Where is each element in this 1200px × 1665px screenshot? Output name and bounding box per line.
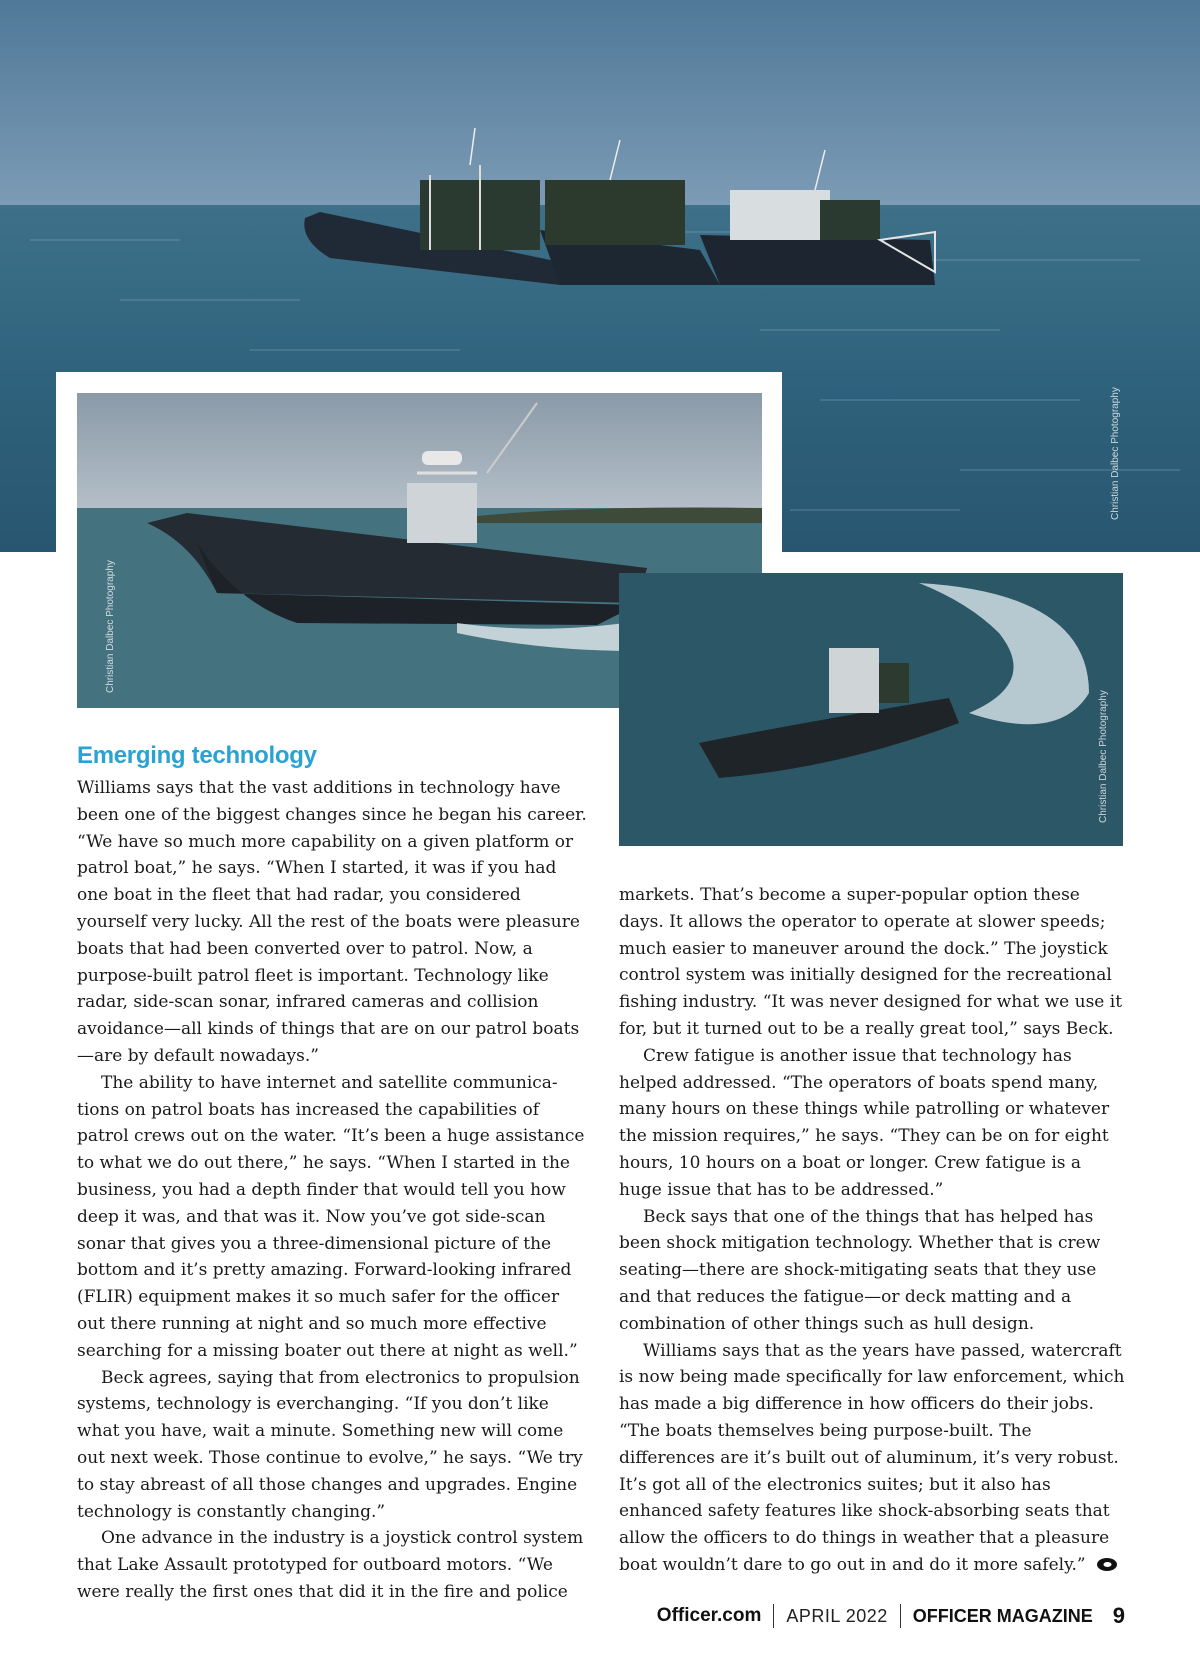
footer-divider xyxy=(773,1604,774,1628)
page-number: 9 xyxy=(1112,1603,1125,1628)
article-column-right xyxy=(619,882,1129,1579)
footer-magazine: OFFICER MAGAZINE xyxy=(912,1605,1093,1626)
article-column-left xyxy=(77,775,587,1606)
paragraph: Beck agrees, saying that from electronics to propulsion systems, technology is everchanging. “If you don’t like what you have, wait a minute. Something new will come out next week. Those continue to evolve,” he says. “We try to stay abreast of all those changes and upgrades. Engine technology is constantly changing.” xyxy=(77,1367,583,1522)
middle-right-photo-image xyxy=(619,573,1123,846)
paragraph: The ability to have internet and satellite communications on patrol boats has increased the capabilities of patrol crews out on the water. “It’s been a huge assistance to what we do out there,” he says. “When I started in the business, you had a depth finder that would tell you how deep it was, and that was it. Now you’ve got side-scan sonar that gives you a three-dimensional picture of the bottom and it’s pretty amazing. Forward-looking infrared (FLIR) equipment makes it so much safer for the officer out there running at night and so much more effective searching for a missing boater out there at night as well.” xyxy=(77,1072,585,1361)
paragraph: One advance in the industry is a joystick control system that Lake Assault prototyped for outboard motors. “We were really the first ones that did it in the fire and police xyxy=(77,1528,584,1602)
photo-credit-top: Christian Dalbec Photography xyxy=(1110,387,1121,520)
paragraph: Williams says that the vast additions in technology have been one of the biggest changes since he began his career. “We have so much more capability on a given platform or patrol boat,” he says. “When I started, it was if you had one boat in the fleet that had radar, you considered yourself very lucky. All the rest of the boats were pleasure boats that had been converted over to patrol. Now, a purpose-built patrol fleet is important. Technology like radar, side-scan sonar, infrared cameras and collision avoidance—all kinds of things that are on our patrol boats—are by default nowadays.” xyxy=(77,778,587,1066)
end-mark-icon xyxy=(1096,1557,1118,1572)
photo-credit-middle-right: Christian Dalbec Photography xyxy=(1098,690,1109,823)
paragraph: Beck says that one of the things that has helped has been shock mitigation technology. Whether that is crew seating—there are shock-mitigating seats that they use and that reduces the fatigue—or deck matting and a combination of other things such as hull design. xyxy=(619,1206,1101,1334)
page-footer xyxy=(657,1603,1125,1629)
footer-site: Officer.com xyxy=(656,1605,762,1626)
footer-divider xyxy=(900,1604,901,1628)
paragraph: markets. That’s become a super-popular option these days. It allows the operator to operate at slower speeds; much easier to maneuver around the dock.” The joystick control system was initially designed for the recreational fishing industry. “It was never designed for what we use it for, but it turned out to be a really great tool,” says Beck. xyxy=(619,885,1123,1039)
paragraph: Crew fatigue is another issue that technology has helped addressed. “The operators of boats spend many, many hours on these things while patrolling or whatever the mission requires,” he says. “They can be on for eight hours, 10 hours on a boat or longer. Crew fatigue is a huge issue that has to be addressed.” xyxy=(619,1045,1110,1200)
middle-right-photo xyxy=(619,573,1123,846)
photo-credit-middle-left: Christian Dalbec Photography xyxy=(105,560,116,693)
section-heading: Emerging technology xyxy=(77,742,317,769)
paragraph: Williams says that as the years have passed, watercraft is now being made specifically for law enforcement, which has made a big difference in how officers do their jobs. “The boats themselves being purpose-built. The differences are it’s built out of aluminum, it’s very robust. It’s got all of the electronics suites; but it also has enhanced safety features like shock-absorbing seats that allow the officers to do things in weather that a pleasure boat wouldn’t dare to go out in and do it more safely.” xyxy=(619,1340,1125,1575)
footer-date: APRIL 2022 xyxy=(786,1605,888,1626)
